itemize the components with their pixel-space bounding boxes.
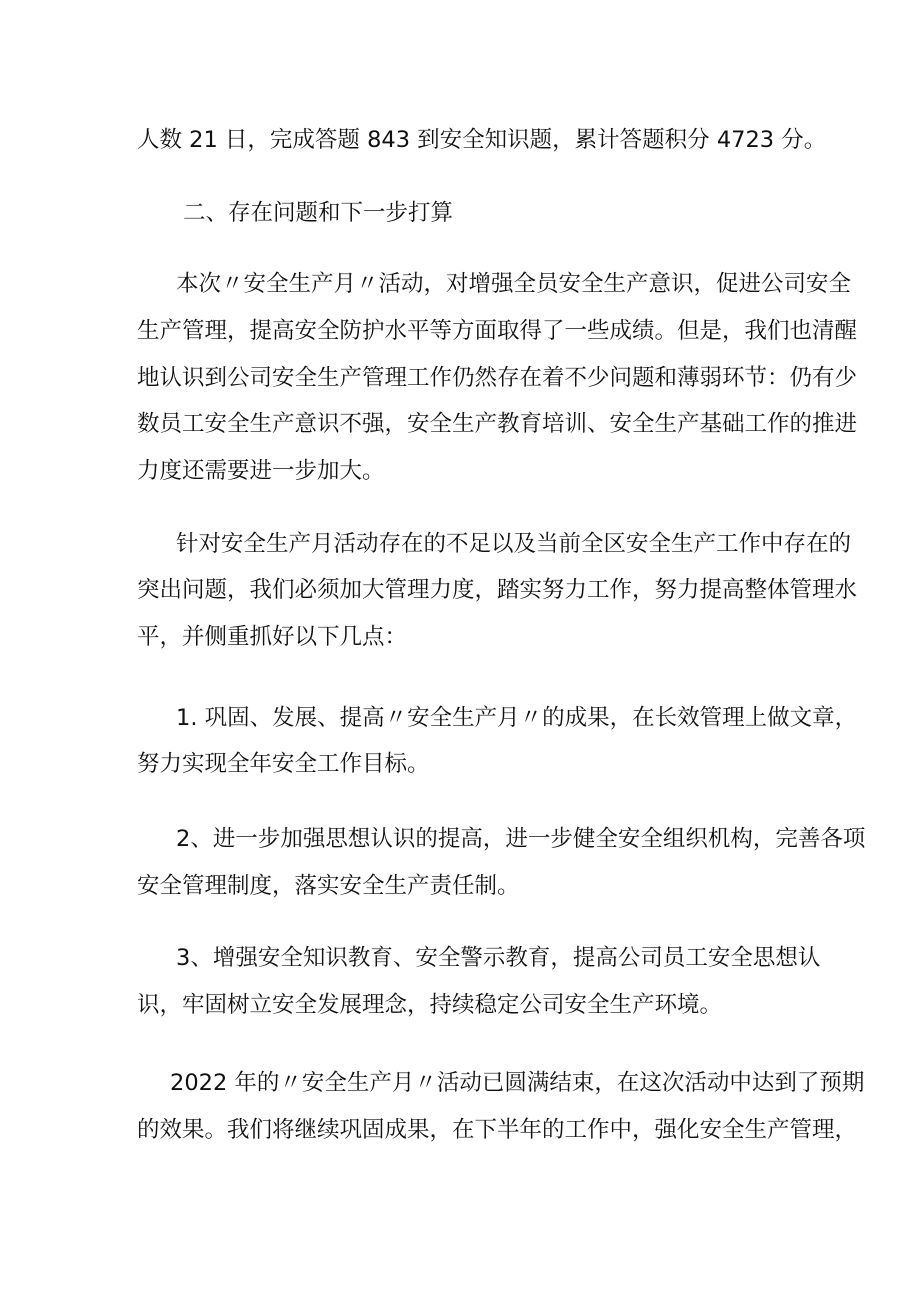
list-item-line: 3、增强安全知识教育、安全警示教育，提高公司员工安全思想认 (176, 945, 821, 971)
section-heading: 二、存在问题和下一步打算 (183, 200, 454, 226)
paragraph-line: 本次〃安全生产月〃活动，对增强全员安全生产意识，促进公司安全 (176, 271, 852, 297)
list-item-line: 2、进一步加强思想认识的提高，进一步健全安全组织机构，完善各项 (176, 826, 866, 852)
paragraph-line: 生产管理，提高安全防护水平等方面取得了一些成绩。但是，我们也清醒 (137, 318, 858, 344)
paragraph-line: 力度还需要进一步加大。 (137, 458, 385, 484)
paragraph-line: 针对安全生产月活动存在的不足以及当前全区安全生产工作中存在的 (176, 531, 852, 557)
paragraph-line: 平，并侧重抓好以下几点： (137, 624, 408, 650)
paragraph-line: 地认识到公司安全生产管理工作仍然存在着不少问题和薄弱环节：仍有少 (137, 365, 858, 391)
paragraph-line: 数员工安全生产意识不强，安全生产教育培训、安全生产基础工作的推进 (137, 411, 858, 437)
paragraph-line: 2022 年的〃安全生产月〃活动已圆满结束，在这次活动中达到了预期 (170, 1070, 865, 1096)
paragraph-line: 的效果。我们将继续巩固成果，在下半年的工作中，强化安全生产管理， (137, 1117, 858, 1143)
paragraph-line: 突出问题，我们必须加大管理力度，踏实努力工作，努力提高整体管理水 (137, 577, 858, 603)
list-item-line: 识，牢固树立安全发展理念，持续稳定公司安全生产环境。 (137, 992, 723, 1018)
list-item-line: 安全管理制度，落实安全生产责任制。 (137, 873, 520, 899)
paragraph-line: 人数 21 日，完成答题 843 到安全知识题，累计答题积分 4723 分。 (137, 127, 827, 153)
list-item-line: 1. 巩固、发展、提高〃安全生产月〃的成果，在长效管理上做文章， (176, 705, 858, 731)
list-item-line: 努力实现全年安全工作目标。 (137, 751, 430, 777)
